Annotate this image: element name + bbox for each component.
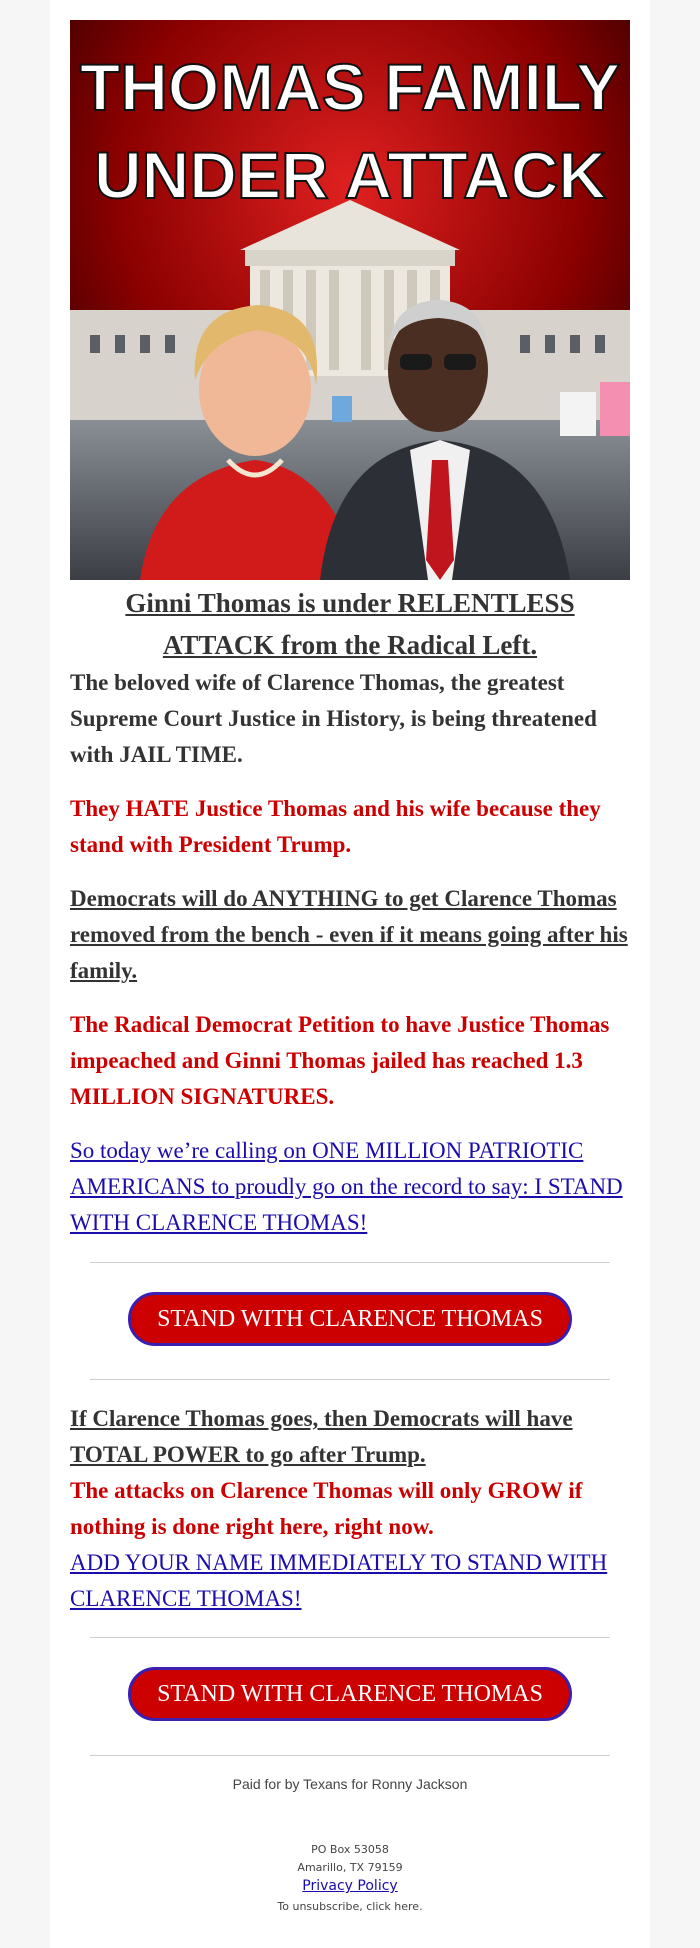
hero-title-line1: THOMAS FAMILY: [79, 50, 621, 124]
po-box: PO Box 53058: [311, 1843, 389, 1856]
unsubscribe-link[interactable]: To unsubscribe, click here.: [277, 1900, 423, 1913]
privacy-policy-link[interactable]: Privacy Policy: [302, 1878, 398, 1894]
paragraph-attacks-grow: The attacks on Clarence Thomas will only GROW if nothing is done right here, right now.: [70, 1478, 583, 1539]
divider: [90, 1262, 610, 1263]
paragraph-democrats: Democrats will do ANYTHING to get Clarence Thomas removed from the bench - even if it means going after his family.: [70, 886, 628, 983]
email-card: [50, 0, 650, 1948]
paragraph-total-power: If Clarence Thomas goes, then Democrats will have TOTAL POWER to go after Trump.: [70, 1406, 573, 1467]
stand-with-clarence-thomas-button[interactable]: STAND WITH CLARENCE THOMAS: [128, 1292, 572, 1346]
divider: [90, 1755, 610, 1756]
stand-with-clarence-thomas-button-2[interactable]: STAND WITH CLARENCE THOMAS: [128, 1667, 572, 1721]
hero-image[interactable]: [70, 20, 630, 580]
city-state-zip: Amarillo, TX 79159: [297, 1861, 403, 1874]
calling-on-link[interactable]: So today we’re calling on ONE MILLION PATRIOTIC AMERICANS to proudly go on the record to say: I STAND WITH CLARENCE THOMAS!: [70, 1138, 623, 1235]
paragraph-intro: The beloved wife of Clarence Thomas, the greatest Supreme Court Justice in History, is being threatened with JAIL TIME.: [70, 670, 597, 767]
add-your-name-link[interactable]: ADD YOUR NAME IMMEDIATELY TO STAND WITH CLARENCE THOMAS!: [70, 1550, 608, 1611]
hero-title-line2: UNDER ATTACK: [93, 138, 607, 212]
divider: [90, 1379, 610, 1380]
paid-for-disclaimer: Paid for by Texans for Ronny Jackson: [232, 1776, 468, 1792]
headline: Ginni Thomas is under RELENTLESS ATTACK from the Radical Left.: [125, 588, 575, 660]
paragraph-hate: They HATE Justice Thomas and his wife because they stand with President Trump.: [70, 796, 601, 857]
paragraph-petition: The Radical Democrat Petition to have Justice Thomas impeached and Ginni Thomas jailed has reached 1.3 MILLION SIGNATURES.: [70, 1012, 610, 1109]
hero-illustration: [70, 20, 630, 580]
divider: [90, 1637, 610, 1638]
